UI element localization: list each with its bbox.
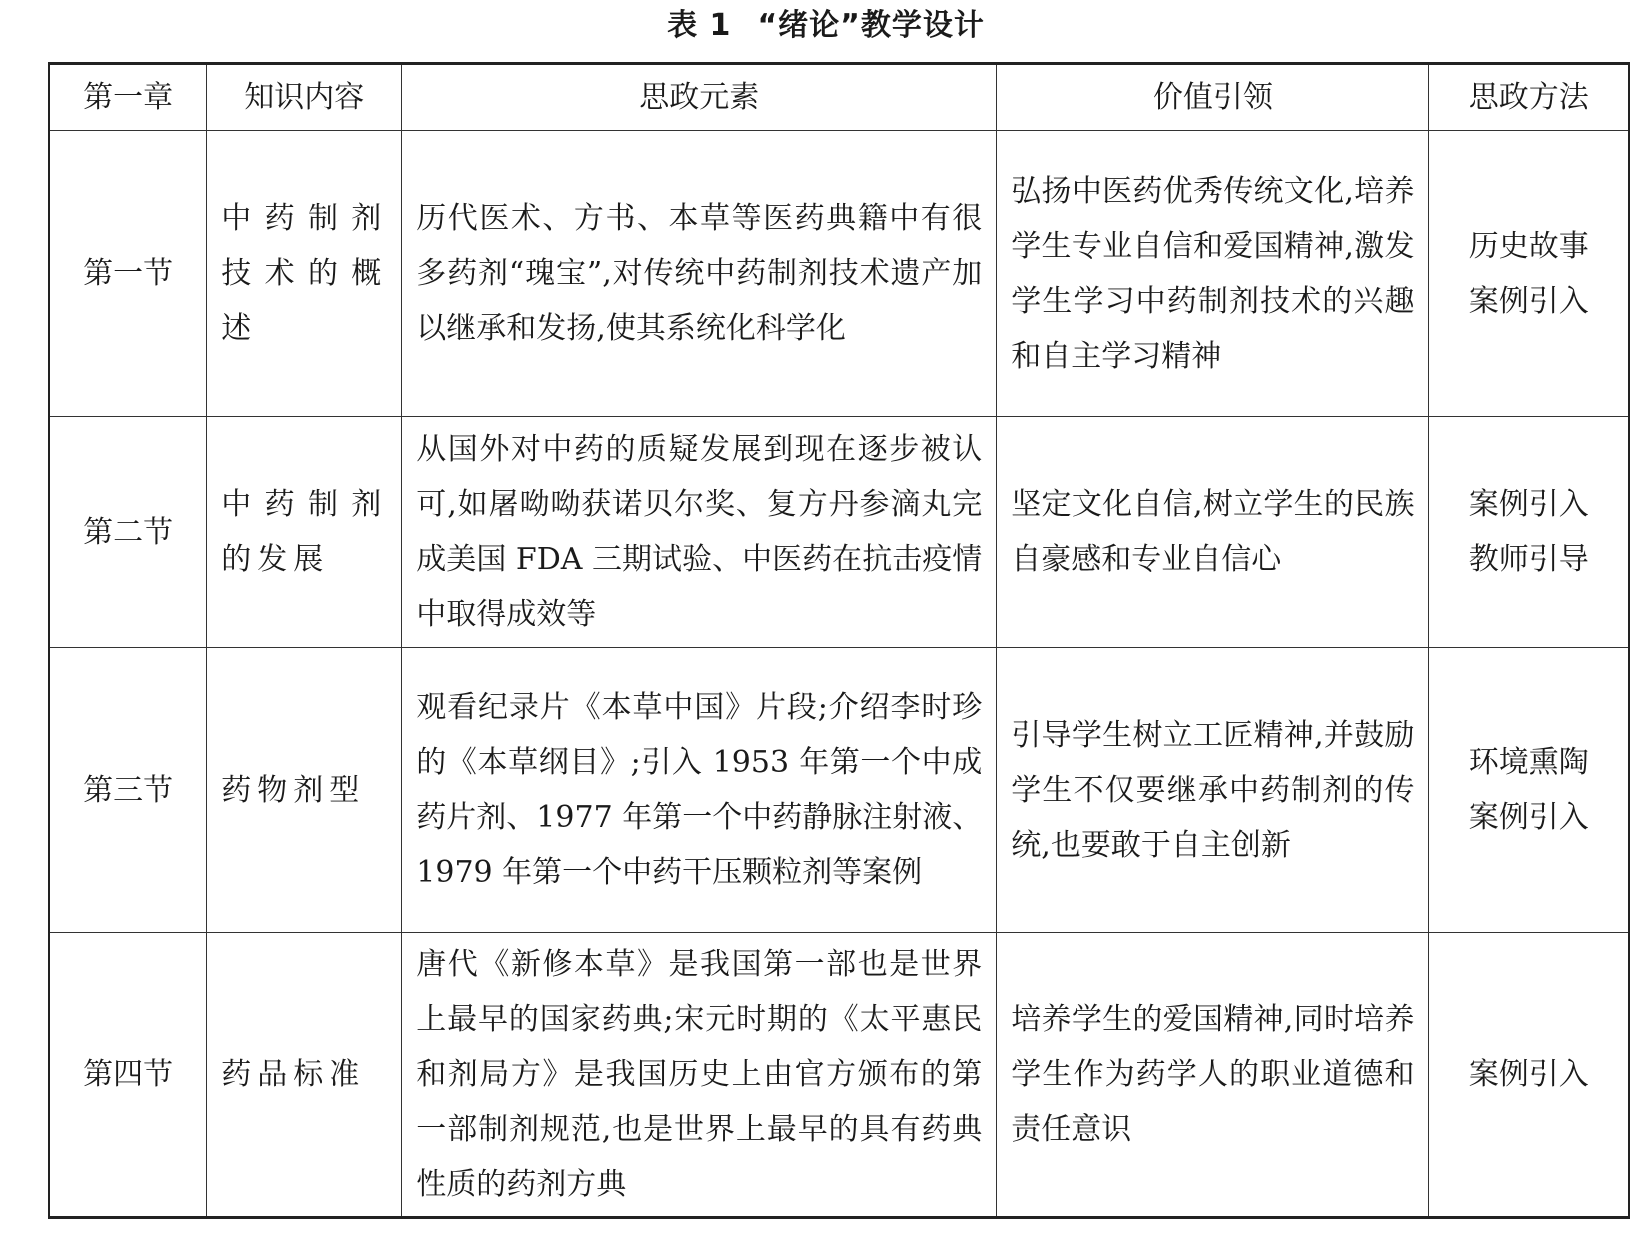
- method-cell: [1429, 131, 1629, 417]
- table-row: [49, 933, 1629, 1218]
- table-row: [49, 131, 1629, 417]
- method-cell: [1429, 417, 1629, 648]
- method-line: 案例引入: [1468, 283, 1589, 319]
- topic-cell: 中药制剂技术的概述: [207, 131, 402, 417]
- method-line: 教师引导: [1468, 542, 1589, 577]
- method-line: 案例引入: [1468, 1057, 1589, 1092]
- method-line: 环境熏陶: [1468, 745, 1589, 780]
- method-line: 历史故事: [1468, 228, 1589, 264]
- table-number: 表 1: [667, 8, 732, 43]
- value-cell: 弘扬中医药优秀传统文化,培养学生专业自信和爱国精神,激发学生学习中药制剂技术的兴趣和自主学习精神: [997, 131, 1429, 417]
- method-line: 案例引入: [1468, 800, 1589, 835]
- topic-cell: 中药制剂的发展: [207, 417, 402, 648]
- topic-cell: 药物剂型: [207, 648, 402, 933]
- value-cell: 坚定文化自信,树立学生的民族自豪感和专业自信心: [997, 417, 1429, 648]
- topic-cell: 药品标准: [207, 933, 402, 1218]
- value-cell: 培养学生的爱国精神,同时培养学生作为药学人的职业道德和责任意识: [997, 933, 1429, 1218]
- teaching-design-table: [48, 62, 1630, 1219]
- table-row: [49, 648, 1629, 933]
- element-cell: 观看纪录片《本草中国》片段;介绍李时珍的《本草纲目》;引入 1953 年第一个中成药片剂、1977 年第一个中药静脉注射液、1979 年第一个中药干压颗粒剂等案例: [402, 648, 997, 933]
- header-ideological-methods: 思政方法: [1429, 64, 1629, 131]
- section-cell: 第一节: [49, 131, 207, 417]
- element-cell: 唐代《新修本草》是我国第一部也是世界上最早的国家药典;宋元时期的《太平惠民和剂局方》是我国历史上由官方颁布的第一部制剂规范,也是世界上最早的具有药典性质的药剂方典: [402, 933, 997, 1218]
- method-line: 案例引入: [1468, 487, 1589, 522]
- table-row: [49, 417, 1629, 648]
- header-knowledge-content: 知识内容: [207, 64, 402, 131]
- table-caption: [0, 6, 1652, 46]
- section-cell: 第二节: [49, 417, 207, 648]
- header-value-guidance: 价值引领: [997, 64, 1429, 131]
- method-cell: [1429, 648, 1629, 933]
- section-cell: 第四节: [49, 933, 207, 1218]
- header-row: [49, 64, 1629, 131]
- value-cell: 引导学生树立工匠精神,并鼓励学生不仅要继承中药制剂的传统,也要敢于自主创新: [997, 648, 1429, 933]
- element-cell: 历代医术、方书、本草等医药典籍中有很多药剂“瑰宝”,对传统中药制剂技术遗产加以继承和发扬,使其系统化科学化: [402, 131, 997, 417]
- method-cell: [1429, 933, 1629, 1218]
- header-chapter: 第一章: [49, 64, 207, 131]
- element-cell: 从国外对中药的质疑发展到现在逐步被认可,如屠呦呦获诺贝尔奖、复方丹参滴丸完成美国 FDA 三期试验、中医药在抗击疫情中取得成效等: [402, 417, 997, 648]
- section-cell: 第三节: [49, 648, 207, 933]
- header-ideological-elements: 思政元素: [402, 64, 997, 131]
- table-title: “绪论”教学设计: [757, 8, 985, 43]
